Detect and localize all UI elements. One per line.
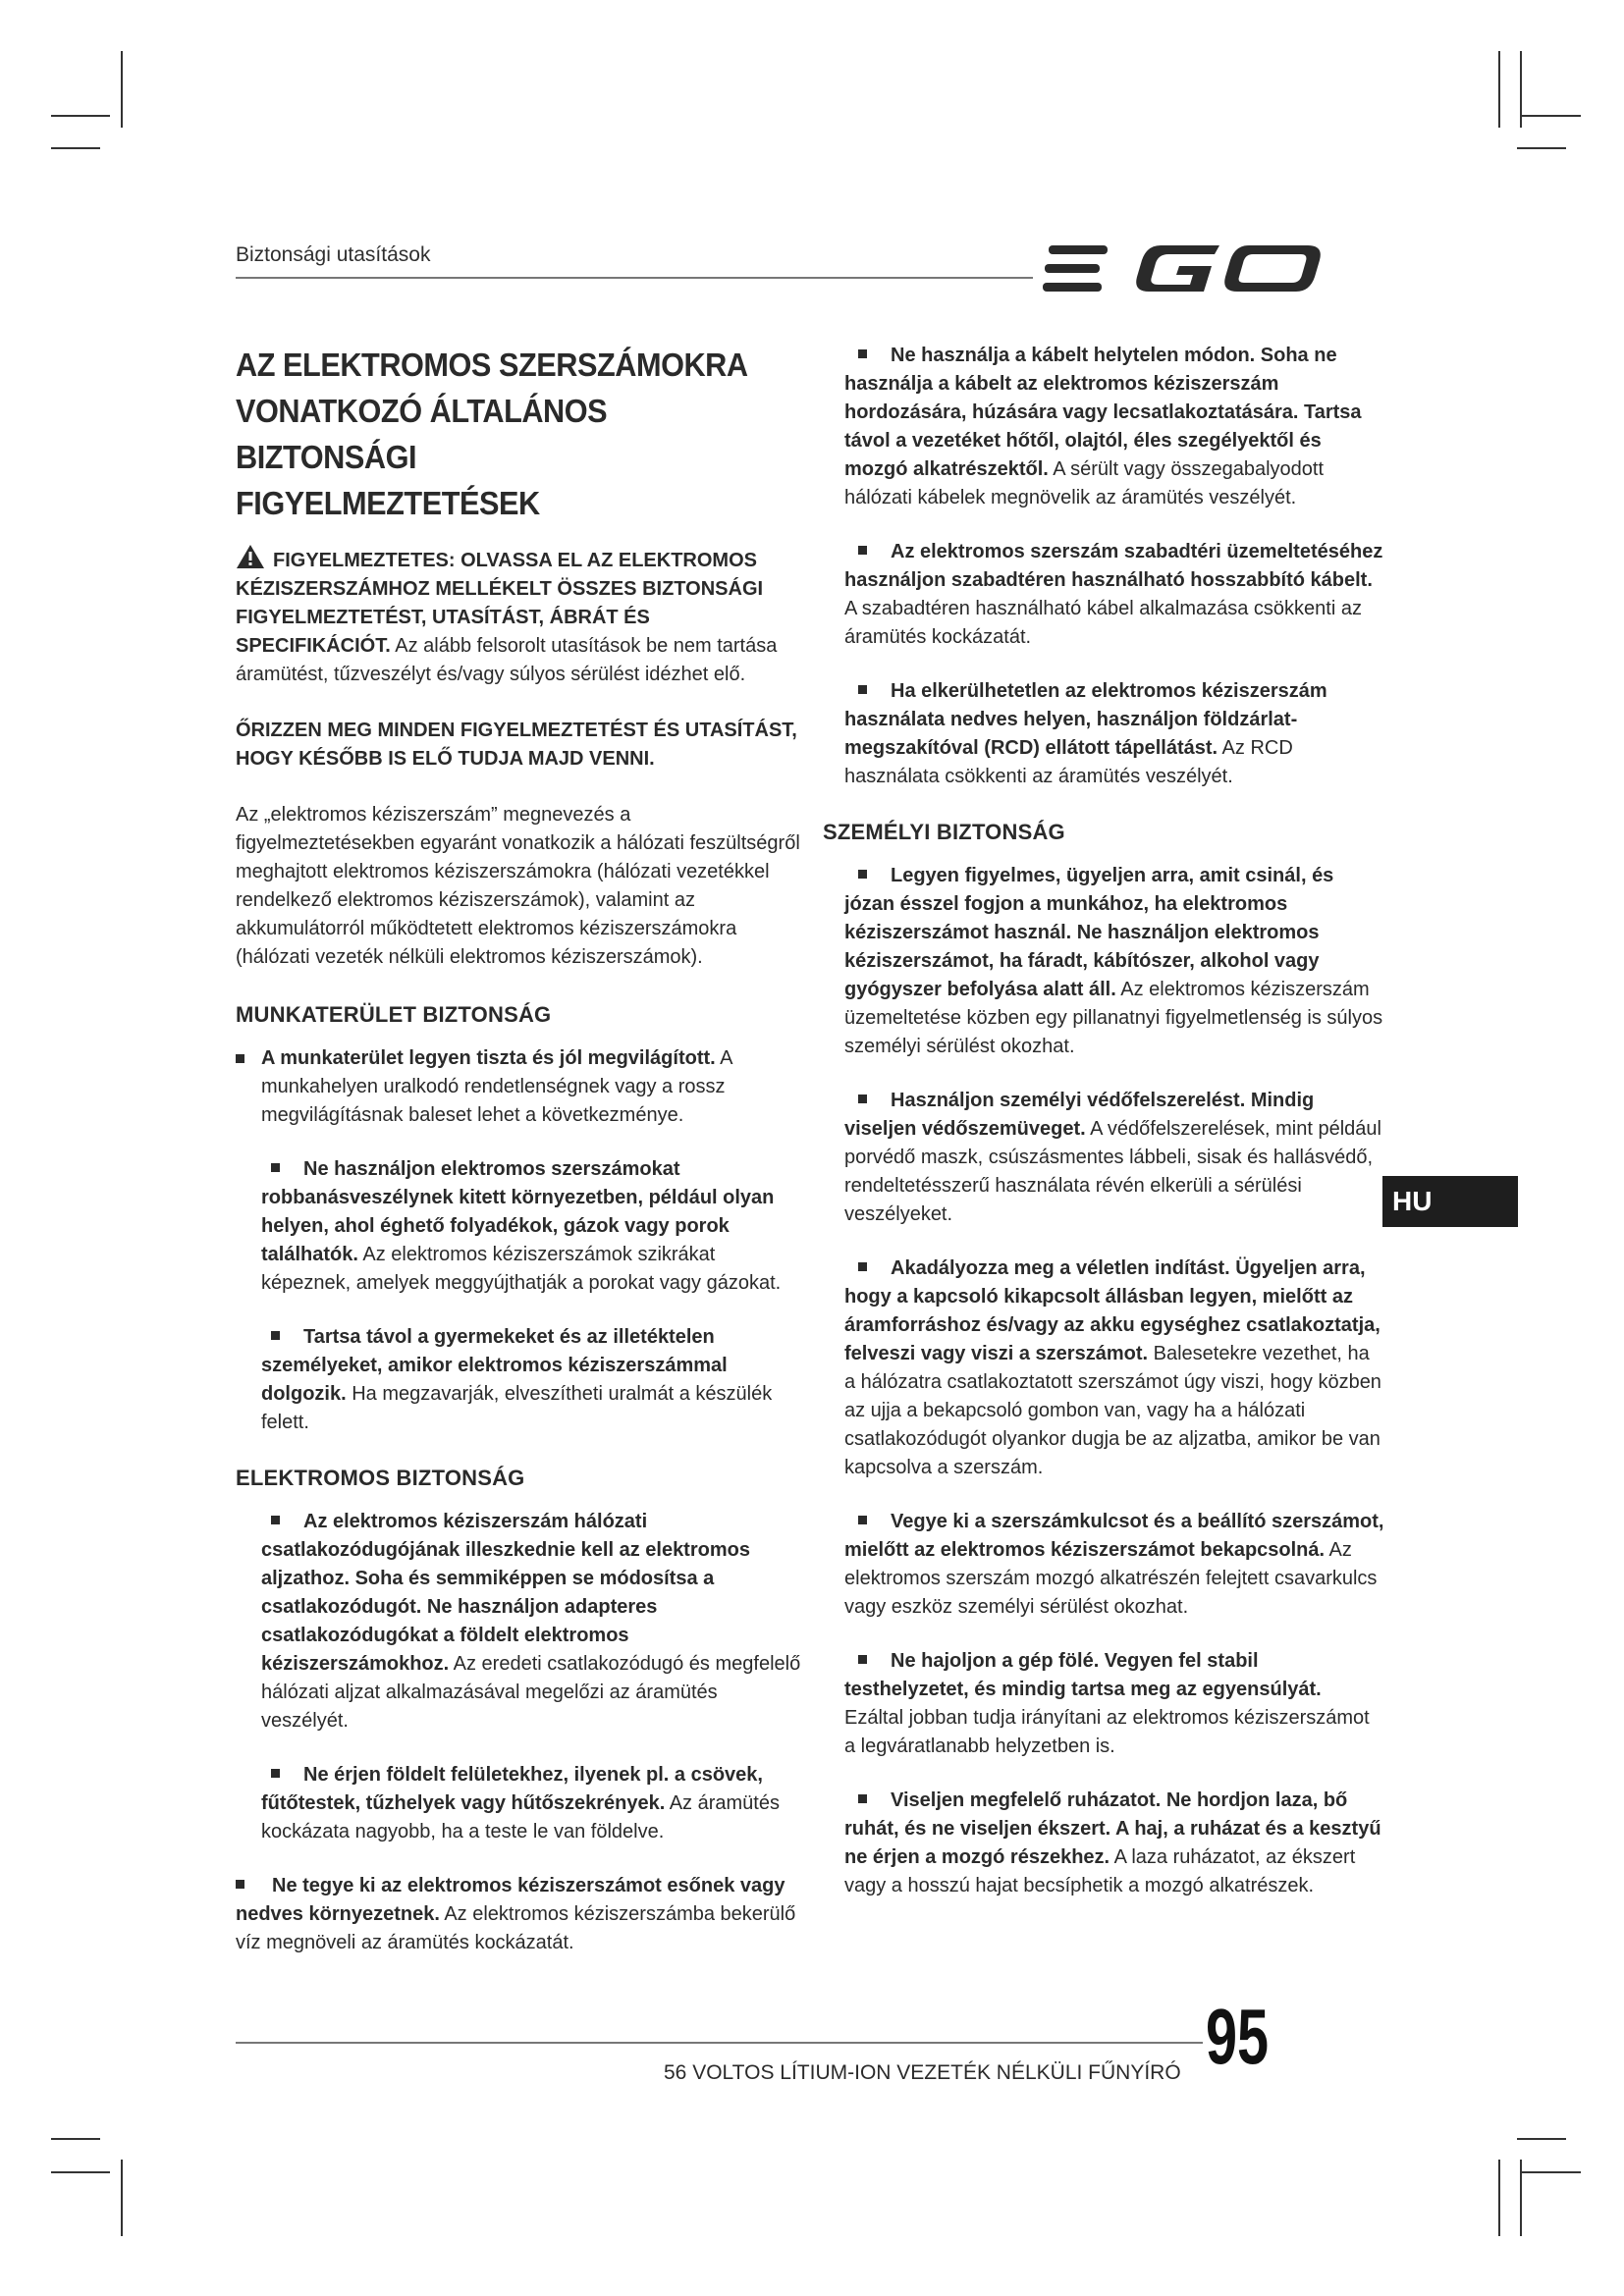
personal-safety-heading: SZEMÉLYI BIZTONSÁG	[823, 820, 1065, 844]
keep-instructions-notice: ŐRIZZEN MEG MINDEN FIGYELMEZTETÉST ÉS UTASÍTÁST, HOGY KÉSŐBB IS ELŐ TUDJA MAJD VENNI.	[236, 720, 797, 770]
language-tab: HU	[1382, 1176, 1518, 1227]
list-item: Viseljen megfelelő ruházatot. Ne hordjon laza, bő ruhát, és ne viseljen ékszert. A haj, a ruházat és a kesztyű ne érjen a mozgó részekhez. A laza ruházatot, az ékszert vagy a hosszú hajat becsíphetik a mozgó alkatrészek.	[844, 1789, 1381, 1896]
header-section-label: Biztonsági utasítások	[236, 243, 431, 266]
crop-mark	[1520, 115, 1581, 117]
electrical-safety-heading: ELEKTROMOS BIZTONSÁG	[236, 1466, 525, 1490]
power-tool-definition: Az „elektromos kéziszerszám” megnevezés a figyelmeztetésekben egyaránt vonatkozik a hálózati feszültségről meghajtott elektromos kéziszerszámokra (hálózati vezetékkel rendelkező elektromos kéziszerszámok), valamint az akkumulátorról működtetett elektromos kéziszerszámokra (hálózati vezeték nélküli elektromos kéziszerszámok).	[236, 804, 800, 968]
bullet-icon	[271, 1516, 280, 1524]
right-column	[823, 342, 1384, 1926]
bullet-icon	[858, 685, 867, 694]
list-item: Ne hajoljon a gép fölé. Vegyen fel stabil testhelyzetet, és mindig tartsa meg az egyensúlyát. Ezáltal jobban tudja irányítani az elektromos kéziszerszámot a legváratlanabb helyzetben is.	[844, 1650, 1370, 1757]
bullet-icon	[236, 1054, 244, 1063]
crop-mark	[121, 51, 123, 128]
header-rule	[236, 277, 1033, 279]
page-title	[236, 342, 764, 526]
list-item: Használjon személyi védőfelszerelést. Mindig viseljen védőszemüveget. A védőfelszerelések, mint például porvédő maszk, csúszásmentes lábbeli, sisak és hallásvédő, rendeltetésszerű használata révén elkerüli a sérülési veszélyeket.	[844, 1090, 1381, 1225]
warning-caps: FIGYELMEZTETES: OLVASSA EL AZ ELEKTROMOS KÉZISZERSZÁMHOZ MELLÉKELT ÖSSZES BIZTONSÁGI FIGYELMEZTETÉST, UTASÍTÁST, ÁBRÁT ÉS SPECIFIKÁCIÓT.	[236, 550, 764, 657]
list-item: Az elektromos kéziszerszám hálózati csatlakozódugójának illeszkednie kell az elektromos aljzathoz. Soha és semmiképpen se módosítsa a csatlakozódugót. Ne használjon adapteres csatlakozódugókat a földelt elektromos kéziszerszámokhoz. Az eredeti csatlakozódugó és megfelelő hálózati aljzat alkalmazásával megelőzi az áramütés veszélyét.	[261, 1511, 801, 1732]
crop-mark	[1517, 147, 1566, 149]
list-item: Ha elkerülhetetlen az elektromos kéziszerszám használata nedves helyen, használjon földzárlat-megszakítóval (RCD) ellátott tápellátást. Az RCD használata csökkenti az áramütés veszélyét.	[844, 680, 1327, 787]
bullet-icon	[858, 1655, 867, 1664]
crop-mark	[51, 147, 100, 149]
list-item: Ne tegye ki az elektromos kéziszerszámot esőnek vagy nedves környezetnek. Az elektromos kéziszerszámba bekerülő víz megnöveli az áramütés kockázatát.	[236, 1875, 796, 1953]
bullet-icon	[858, 1095, 867, 1103]
ego-logo	[1043, 226, 1367, 314]
general-warning	[236, 544, 803, 689]
list-item: Tartsa távol a gyermekeket és az illetéktelen személyeket, amikor elektromos kéziszerszámmal dolgozik. Ha megzavarják, elveszítheti uralmát a készülék felett.	[261, 1326, 773, 1433]
page-title-line: VONATKOZÓ ÁLTALÁNOS BIZTONSÁGI	[236, 393, 608, 475]
crop-mark	[51, 2171, 110, 2173]
crop-mark	[1498, 2160, 1500, 2236]
list-item: Ne érjen földelt felületekhez, ilyenek pl. a csövek, fűtőtestek, tűzhelyek vagy hűtőszekrények. Az áramütés kockázata nagyobb, ha a teste le van földelve.	[261, 1764, 780, 1842]
left-column	[236, 342, 803, 1983]
crop-mark	[51, 115, 110, 117]
page-number: 95	[1206, 1993, 1270, 2080]
crop-mark	[51, 2138, 100, 2140]
bullet-icon	[858, 1794, 867, 1803]
bullet-icon	[858, 870, 867, 879]
list-item: Az elektromos szerszám szabadtéri üzemeltetéséhez használjon szabadtéren használható hosszabbító kábelt. A szabadtéren használható kábel alkalmazása csökkenti az áramütés kockázatát.	[844, 541, 1383, 648]
list-item: Ne használjon elektromos szerszámokat robbanásveszélynek kitett környezetben, például olyan helyen, ahol éghető folyadékok, gázok vagy porok találhatók. Az elektromos kéziszerszámok szikrákat képeznek, amelyek meggyújthatják a porokat vagy gázokat.	[261, 1158, 782, 1294]
crop-mark	[1498, 51, 1500, 128]
list-item: Akadályozza meg a véletlen indítást. Ügyeljen arra, hogy a kapcsoló kikapcsolt állásban legyen, mielőtt az áramforráshoz és/vagy az akku egységhez csatlakoztatja, felveszi vagy viszi a szerszámot. Balesetekre vezethet, ha a hálózatra csatlakoztatott szerszámot úgy viszi, hogy közben az ujja a bekapcsoló gombon van, vagy ha a hálózati csatlakozódugót olyankor dugja be az aljzatba, amikor be van kapcsolva a szerszám.	[844, 1257, 1381, 1478]
list-item: Legyen figyelmes, ügyeljen arra, amit csinál, és józan ésszel fogjon a munkához, ha elektromos kéziszerszámot használ. Ne használjon elektromos kéziszerszámot, ha fáradt, kábítószer, alkohol vagy gyógyszer befolyása alatt áll. Az elektromos kéziszerszám üzemeltetése közben egy pillanatnyi figyelmetlenség is súlyos személyi sérülést okozhat.	[844, 865, 1383, 1057]
bullet-icon	[236, 1880, 244, 1889]
bullet-icon	[271, 1331, 280, 1340]
crop-mark	[1520, 2160, 1522, 2236]
warning-triangle-icon	[236, 544, 265, 569]
bullet-icon	[858, 349, 867, 358]
bullet-icon	[858, 546, 867, 555]
bullet-icon	[858, 1516, 867, 1524]
work-area-heading: MUNKATERÜLET BIZTONSÁG	[236, 1002, 552, 1027]
list-item: Vegye ki a szerszámkulcsot és a beállító szerszámot, mielőtt az elektromos kéziszerszámot bekapcsolná. Az elektromos szerszám mozgó alkatrészén felejtett csavarkulcs vagy eszköz személyi sérülést okozhat.	[844, 1511, 1384, 1618]
warning-text: Az alább felsorolt utasítások be nem tartása áramütést, tűzveszélyt és/vagy súlyos sérülést idézhet elő.	[236, 635, 778, 685]
bullet-icon	[271, 1163, 280, 1172]
footer-rule	[236, 2042, 1203, 2044]
page-title-line: FIGYELMEZTETÉSEK	[236, 485, 540, 521]
list-item: Ne használja a kábelt helytelen módon. Soha ne használja a kábelt az elektromos kéziszerszám hordozására, húzására vagy lecsatlakoztatására. Tartsa távol a vezetéket hőtől, olajtól, éles szegélyektől és mozgó alkatrészektől. A sérült vagy összegabalyodott hálózati kábelek megnövelik az áramütés veszélyét.	[844, 345, 1362, 508]
crop-mark	[1520, 2171, 1581, 2173]
list-item: A munkaterület legyen tiszta és jól megvilágított. A munkahelyen uralkodó rendetlenségnek vagy a rossz megvilágításnak baleset lehet a következménye.	[236, 1044, 803, 1130]
page-title-line: AZ ELEKTROMOS SZERSZÁMOKRA	[236, 347, 748, 383]
bullet-icon	[858, 1262, 867, 1271]
crop-mark	[1517, 2138, 1566, 2140]
crop-mark	[121, 2160, 123, 2236]
bullet-icon	[271, 1769, 280, 1778]
footer-product-name: 56 VOLTOS LÍTIUM-ION VEZETÉK NÉLKÜLI FŰNYÍRÓ	[664, 2061, 1181, 2084]
